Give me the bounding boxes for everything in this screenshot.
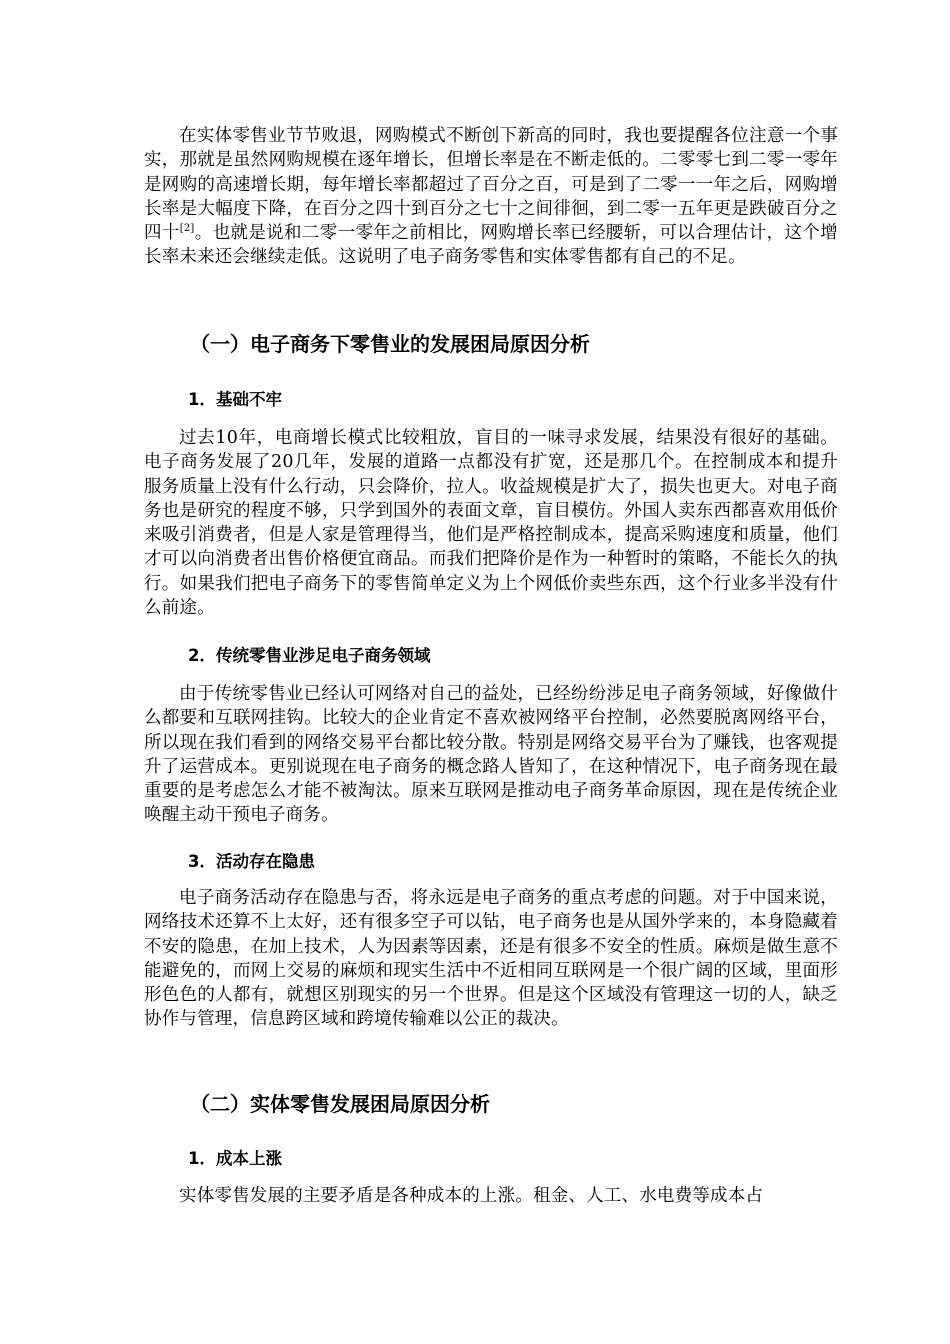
citation-marker: [2] <box>179 223 195 235</box>
intro-text-part2: 。也就是说和二零一零年之前相比，网购增长率已经腰斩，可以合理估计，这个增长率未来还会继续走低。这说明了电子商务零售和实体零售都有自己的不足。 <box>144 223 838 268</box>
paragraph-hidden-dangers: 电子商务活动存在隐患与否，将永远是电子商务的重点考虑的问题。对于中国来说，网络技术还算不上太好，还有很多空子可以钻，电子商务也是从国外学来的，本身隐藏着不安的隐患，在加上技术，人为因素等因素，还是有很多不安全的性质。麻烦是做生意不能避免的，而网上交易的麻烦和现实生活中不近相同互联网是一个很广阔的区域，里面形形色色的人都有，就想区别现实的另一个世界。但是这个区域没有管理这一切的人，缺乏协作与管理，信息跨区域和跨境传输难以公正的裁决。 <box>144 888 838 1030</box>
sub-heading-hidden-dangers: 3．活动存在隐患 <box>188 852 315 871</box>
sub-heading-foundation: 1．基础不牢 <box>188 390 282 409</box>
paragraph-foundation: 过去10年，电商增长模式比较粗放，盲目的一味寻求发展，结果没有很好的基础。电子商务发展了20几年，发展的道路一点都没有扩宽，还是那几个。在控制成本和提升服务质量上没有什么行动，只会降价，拉人。收益规模是扩大了，损失也更大。对电子商务也是研究的程度不够，只学到国外的表面文章，盲目模仿。外国人卖东西都喜欢用低价来吸引消费者，但是人家是管理得当，他们是严格控制成本，提高采购速度和质量，他们才可以向消费者出售价格便宜商品。而我们把降价是作为一种暂时的策略，不能长久的执行。如果我们把电子商务下的零售简单定义为上个网低价卖些东西，这个行业多半没有什么前途。 <box>144 428 838 619</box>
sub-heading-traditional-retail: 2．传统零售业涉足电子商务领域 <box>188 646 431 665</box>
sub-heading-cost-rise: 1．成本上涨 <box>188 1149 282 1168</box>
paragraph-cost-rise: 实体零售发展的主要矛盾是各种成本的上涨。租金、人工、水电费等成本占 <box>179 1186 764 1206</box>
intro-paragraph <box>144 124 838 270</box>
paragraph-traditional-retail: 由于传统零售业已经认可网络对自己的益处，已经纷纷涉足电子商务领域，好像做什么都要和互联网挂钩。比较大的企业肯定不喜欢被网络平台控制，必然要脱离网络平台，所以现在我们看到的网络交易平台都比较分散。特别是网络交易平台为了赚钱，也客观提升了运营成本。更别说现在电子商务的概念路人皆知了，在这种情况下，电子商务现在最重要的是考虑怎么才能不被淘汰。原来互联网是推动电子商务革命原因，现在是传统企业唤醒主动干预电子商务。 <box>144 684 838 826</box>
section-heading-1: （一）电子商务下零售业的发展困局原因分析 <box>190 332 590 356</box>
section-heading-2: （二）实体零售发展困局原因分析 <box>190 1092 490 1116</box>
intro-text-part1: 在实体零售业节节败退，网购模式不断创下新高的同时，我也要提醒各位注意一个事实，那就是虽然网购规模在逐年增长，但增长率是在不断走低的。二零零七到二零一零年是网购的高速增长期，每年增长率都超过了百分之百，可是到了二零一一年之后，网购增长率是大幅度下降，在百分之四十到百分之七十之间徘徊，到二零一五年更是跌破百分之四十 <box>144 126 838 244</box>
